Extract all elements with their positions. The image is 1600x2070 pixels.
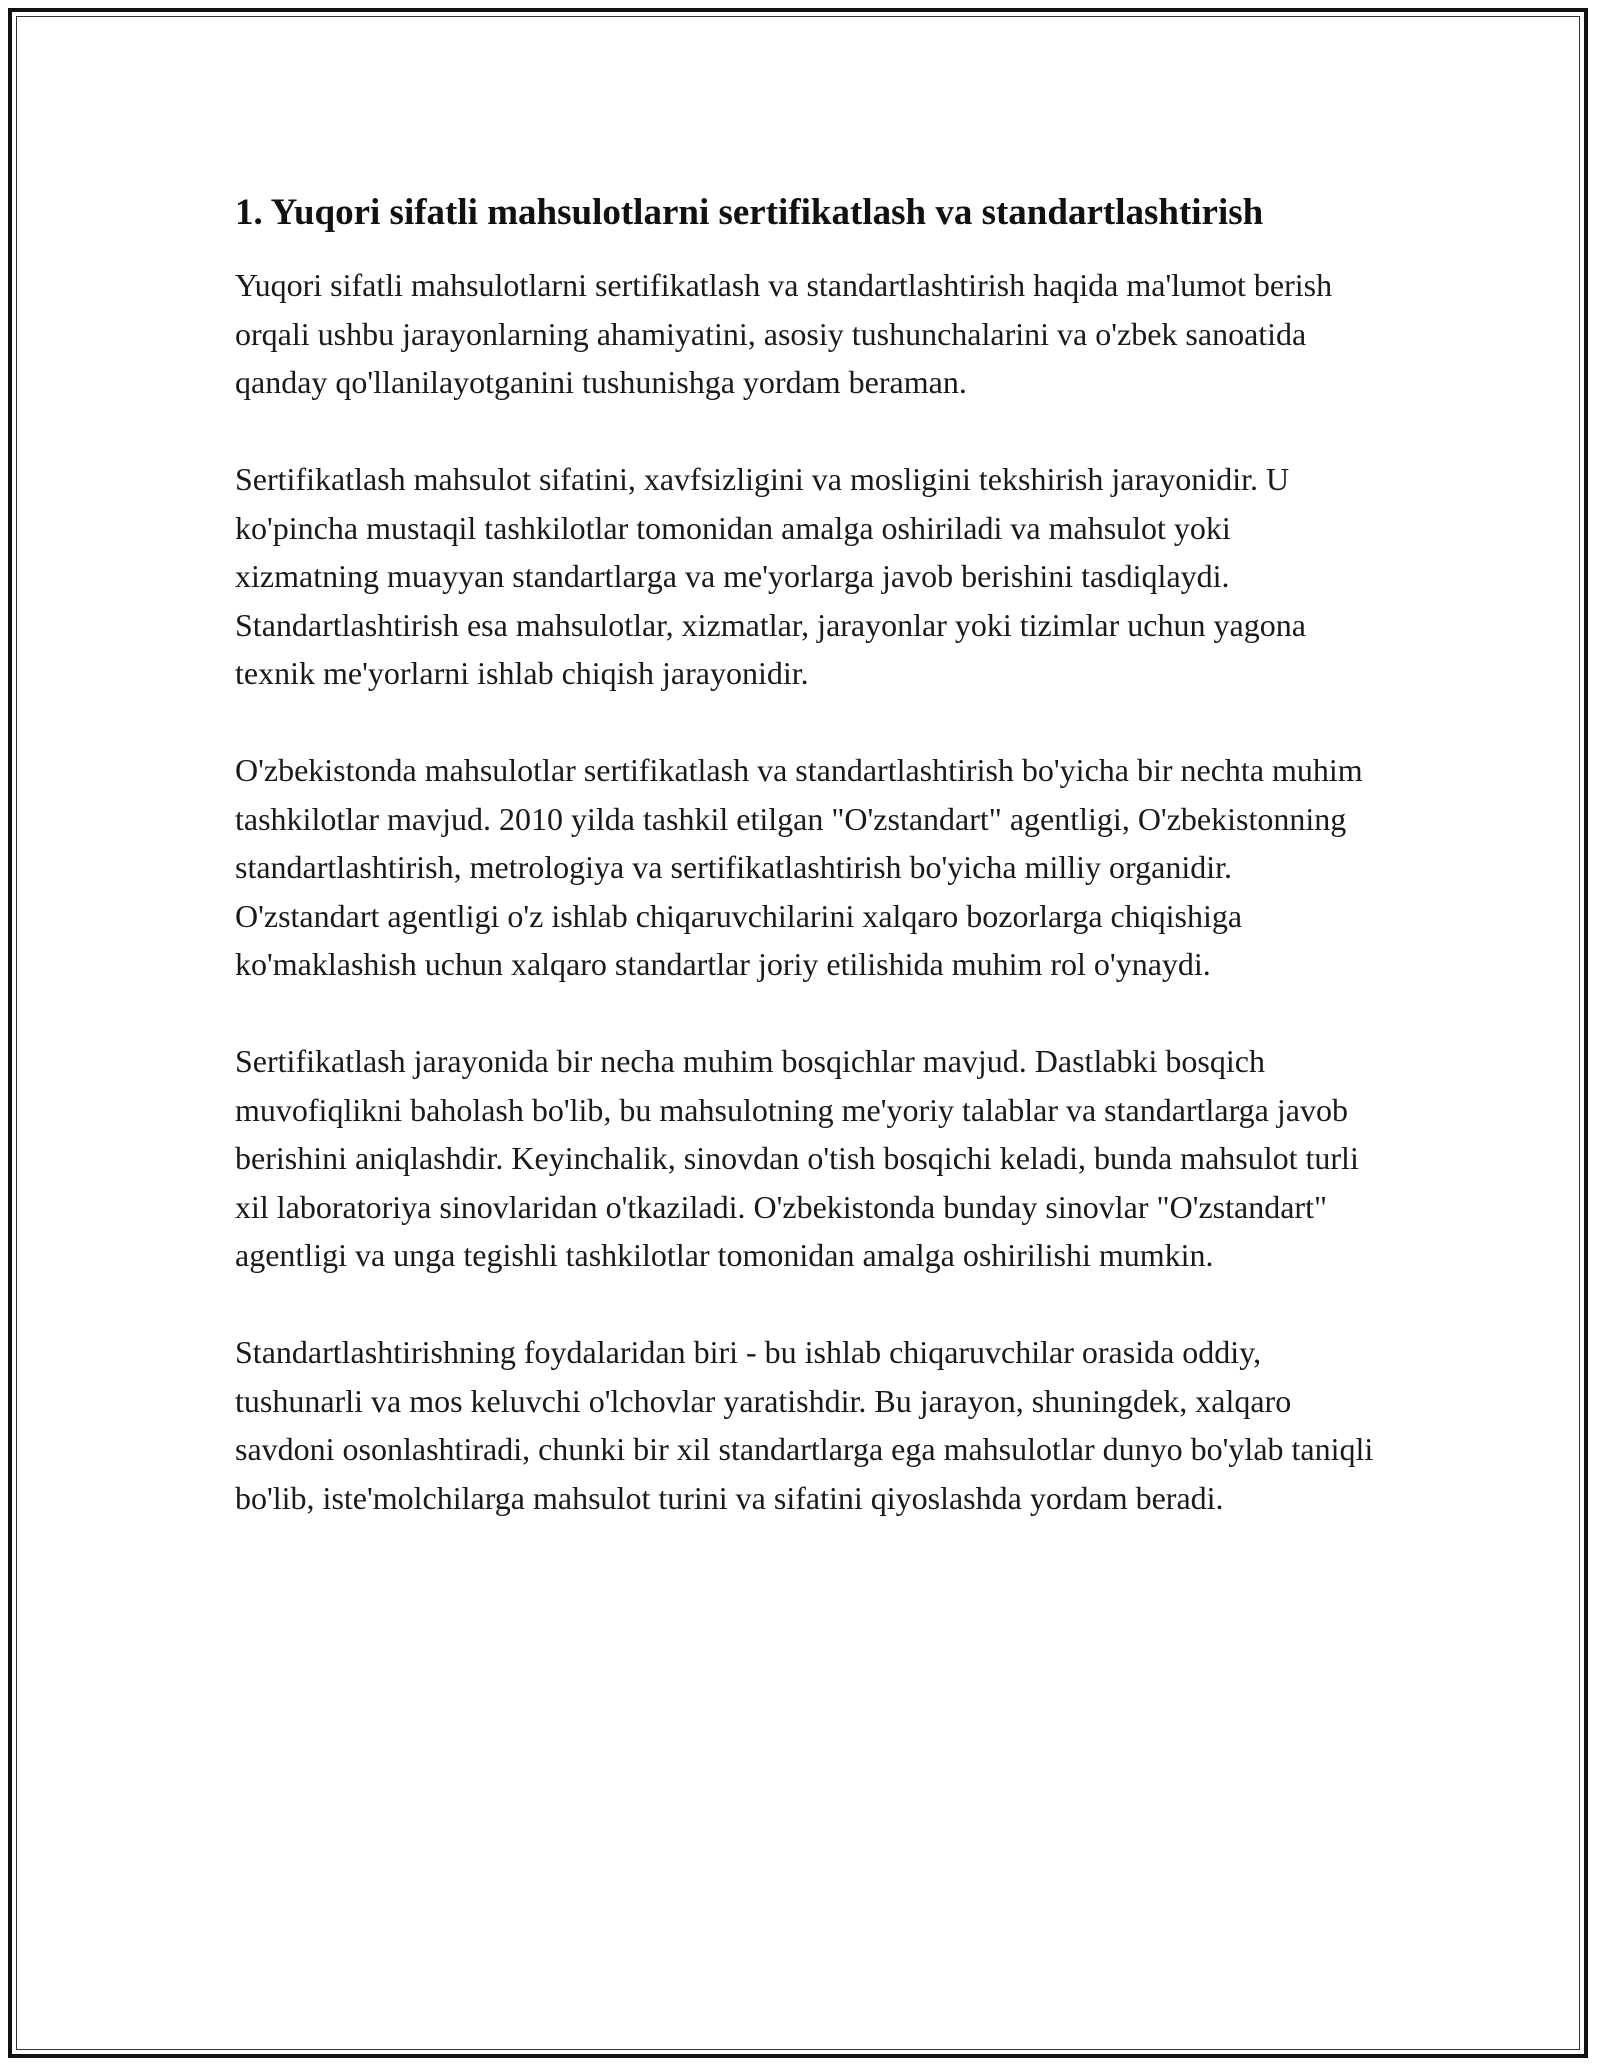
paragraph-definitions: Sertifikatlash mahsulot sifatini, xavfsizligini va mosligini tekshirish jarayonidir. U ko'pincha mustaqil tashkilotlar tomonidan amalga oshiriladi va mahsulot yoki xizmatning muayyan standartlarga va me'yorlarga javob berishini tasdiqlaydi. Standartlashtirish esa mahsulotlar, xizmatlar, jarayonlar yoki tizimlar uchun yagona texnik me'yorlarni ishlab chiqish jarayonidir. xyxy=(235,461,1306,691)
paragraph-organizations: O'zbekistonda mahsulotlar sertifikatlash va standartlashtirish bo'yicha bir nechta muhim tashkilotlar mavjud. 2010 yilda tashkil etilgan "O'zstandart" agentligi, O'zbekistonning standartlashtirish, metrologiya va sertifikatlashtirish bo'yicha milliy organidir. O'zstandart agentligi o'z ishlab chiqaruvchilarini xalqaro bozorlarga chiqishiga ko'maklashish uchun xalqaro standartlar joriy etilishida muhim rol o'ynaydi. xyxy=(235,752,1363,982)
document-title: 1. Yuqori sifatli mahsulotlarni sertifikatlash va standartlashtirish xyxy=(235,192,1264,233)
paragraph-process-stages: Sertifikatlash jarayonida bir necha muhim bosqichlar mavjud. Dastlabki bosqich muvofiqlikni baholash bo'lib, bu mahsulotning me'yoriy talablar va standartlarga javob berishini aniqlashdir. Keyinchalik, sinovdan o'tish bosqichi keladi, bunda mahsulot turli xil laboratoriya sinovlaridan o'tkaziladi. O'zbekistonda bunday sinovlar "O'zstandart" agentligi va unga tegishli tashkilotlar tomonidan amalga oshirilishi mumkin. xyxy=(235,1043,1359,1273)
paragraph-benefits: Standartlashtirishning foydalaridan biri - bu ishlab chiqaruvchilar orasida oddiy, tushunarli va mos keluvchi o'lchovlar yaratishdir. Bu jarayon, shuningdek, xalqaro savdoni osonlashtiradi, chunki bir xil standartlarga ega mahsulotlar dunyo bo'ylab taniqli bo'lib, iste'molchilarga mahsulot turini va sifatini qiyoslashda yordam beradi. xyxy=(235,1334,1374,1516)
paragraph-intro: Yuqori sifatli mahsulotlarni sertifikatlash va standartlashtirish haqida ma'lumot berish orqali ushbu jarayonlarning ahamiyatini, asosiy tushunchalarini va o'zbek sanoatida qanday qo'llanilayotganini tushunishga yordam beraman. xyxy=(235,267,1333,400)
document-body xyxy=(235,185,1375,1571)
